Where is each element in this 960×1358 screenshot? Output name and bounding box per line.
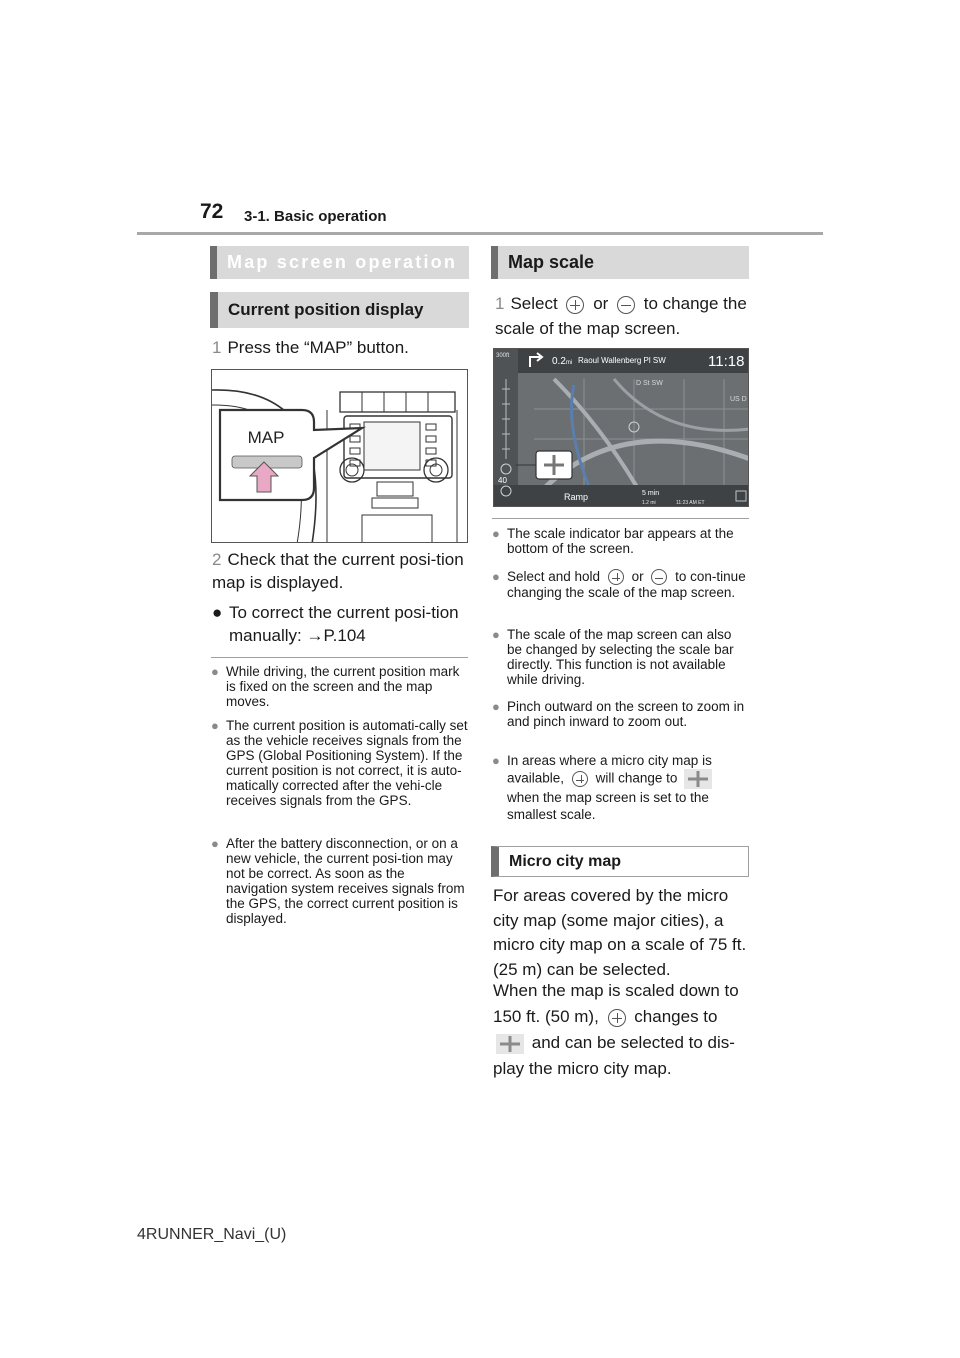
bullet-dot: ● xyxy=(212,603,223,622)
step-text-b: to change the scale of the map screen. xyxy=(495,294,747,338)
page-ref-link[interactable]: P.104 xyxy=(323,626,366,645)
map-eta-min: 5 min xyxy=(642,490,660,497)
dashboard-illustration xyxy=(212,370,468,543)
bullet-text: To correct the current posi-tion manually: xyxy=(229,603,459,645)
note-text-c: when the map screen is set to the smallest scale. xyxy=(507,790,709,822)
note-text: The scale of the map screen can also be changed by selecting the scale bar directly. This function is not available while driving. xyxy=(507,627,734,687)
left-note-1 xyxy=(211,664,469,709)
micro-city-map-icon xyxy=(684,769,712,789)
map-bottom-label: Ramp xyxy=(564,492,589,502)
zoom-in-icon xyxy=(608,569,624,585)
note-or: or xyxy=(631,569,644,584)
note-bullet: ● xyxy=(211,664,219,679)
right-step-1 xyxy=(495,291,751,341)
heading-map-scale: Map scale xyxy=(491,246,749,279)
zoom-in-icon xyxy=(572,771,588,787)
right-note-1 xyxy=(492,526,750,556)
left-step-2 xyxy=(212,548,470,594)
right-note-2 xyxy=(492,569,750,600)
note-text-a: In areas where a micro city map is available, xyxy=(507,753,712,786)
note-text: Pinch outward on the screen to zoom in and pinch inward to zoom out. xyxy=(507,699,745,729)
document-code: 4RUNNER_Navi_(U) xyxy=(137,1226,287,1243)
note-text: The current position is automati-cally set as the vehicle receives signals from the GPS (Global Positioning System). If the current position is not correct, it is auto-matically corrected after the vehi-cle receives signals from the GPS. xyxy=(226,718,468,808)
zoom-out-icon[interactable] xyxy=(617,296,635,314)
map-street: Raoul Wallenberg Pl SW xyxy=(578,356,666,365)
map-eta-time: 11:23 AM ET xyxy=(676,500,705,506)
micro-text-a: When the map is scaled down to 150 ft. (50 m), xyxy=(493,981,739,1026)
note-bullet: ● xyxy=(211,836,219,851)
micro-text-b: changes to xyxy=(634,1007,718,1026)
note-bullet: ● xyxy=(211,718,219,733)
micro-paragraph-1: For areas covered by the micro city map (some major cities), a micro city map on a scale of 75 ft. (25 m) can be selected. xyxy=(493,886,747,979)
note-bullet: ● xyxy=(492,526,500,541)
note-text: While driving, the current position mark is fixed on the screen and the map moves. xyxy=(226,664,460,709)
map-scale-bottom: 40 xyxy=(498,476,507,485)
step-number: 1 xyxy=(495,294,505,313)
zoom-in-icon xyxy=(608,1009,626,1027)
zoom-in-icon[interactable] xyxy=(566,296,584,314)
map-road-2: US D xyxy=(730,396,747,403)
step-or: or xyxy=(593,294,609,313)
step-text: Check that the current posi-tion map is displayed. xyxy=(212,550,464,592)
left-step-1 xyxy=(212,336,470,359)
right-note-5 xyxy=(492,752,750,823)
zoom-out-icon xyxy=(651,569,667,585)
header-rule xyxy=(137,232,823,235)
dashboard-figure xyxy=(211,369,468,543)
map-eta-dist: 1.2 mi xyxy=(642,500,656,506)
map-illustration xyxy=(494,349,749,507)
note-text-b: to con-tinue changing the scale of the map screen. xyxy=(507,569,746,601)
note-text-a: Select and hold xyxy=(507,569,601,584)
heading-current-position-display: Current position display xyxy=(210,292,469,328)
arrow-icon: → xyxy=(306,626,324,645)
micro-city-map-icon xyxy=(496,1034,524,1054)
note-bullet: ● xyxy=(492,699,500,714)
heading-map-screen-operation: Map screen operation xyxy=(210,246,469,279)
note-bullet: ● xyxy=(492,627,500,642)
map-button-label: MAP xyxy=(247,428,285,447)
map-distance: 0.2mi xyxy=(552,356,573,367)
note-bullet: ● xyxy=(492,569,500,584)
map-scale-top: 300ft xyxy=(496,353,510,359)
step-text: Press the “MAP” button. xyxy=(227,338,409,357)
note-text: The scale indicator bar appears at the bottom of the screen. xyxy=(507,526,734,556)
left-bullet xyxy=(212,601,470,647)
note-bullet: ● xyxy=(492,753,500,768)
step-number: 1 xyxy=(212,338,222,357)
left-note-2 xyxy=(211,718,469,808)
step-number: 2 xyxy=(212,550,222,569)
section-title: 3-1. Basic operation xyxy=(244,208,387,225)
divider xyxy=(492,518,749,519)
page-number: 72 xyxy=(200,200,224,223)
micro-text-c: and can be selected to dis-play the micro city map. xyxy=(493,1033,735,1078)
map-screenshot xyxy=(493,348,749,507)
note-text: After the battery disconnection, or on a new vehicle, the current posi-tion may not be correct. As soon as the navigation system receives signals from the GPS, the correct current position is displayed. xyxy=(226,836,465,926)
micro-paragraph-2 xyxy=(493,978,751,1082)
right-note-3 xyxy=(492,627,750,687)
heading-micro-city-map: Micro city map xyxy=(491,846,749,877)
divider xyxy=(211,657,468,658)
note-text-b: will change to xyxy=(595,770,678,786)
left-note-3 xyxy=(211,836,469,926)
map-clock: 11:18 xyxy=(708,353,745,370)
step-text-a: Select xyxy=(510,294,558,313)
map-road-1: D St SW xyxy=(636,380,663,387)
right-note-4 xyxy=(492,699,750,729)
